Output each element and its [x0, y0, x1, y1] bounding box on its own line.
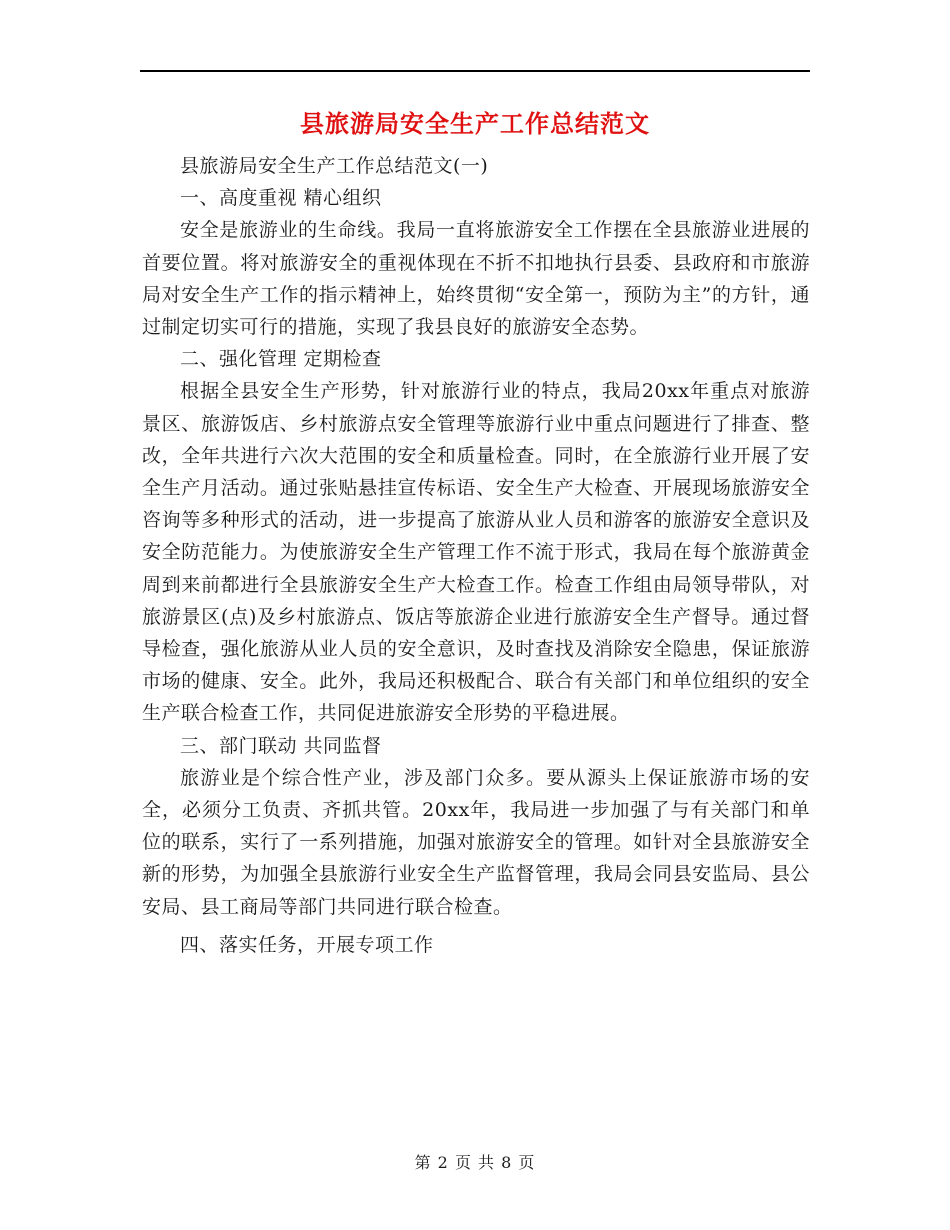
section-heading-3: 三、部门联动 共同监督 — [180, 734, 382, 757]
paragraph-1: 安全是旅游业的生命线。我局一直将旅游安全工作摆在全县旅游业进展的首要位置。将对旅游安全的重视体现在不折不扣地执行县委、县政府和市旅游局对安全生产工作的指示精神上，始终贯彻“安全第一，预防为主”的方针，通过制定切实可行的措施，实现了我县良好的旅游安全态势。 — [142, 219, 810, 339]
paragraph-2: 根据全县安全生产形势，针对旅游行业的特点，我局20xx年重点对旅游景区、旅游饭店、乡村旅游点安全管理等旅游行业中重点问题进行了排查、整改，全年共进行六次大范围的安全和质量检查。同时，在全旅游行业开展了安全生产月活动。通过张贴悬挂宣传标语、安全生产大检查、开展现场旅游安全咨询等多种形式的活动，进一步提高了旅游从业人员和游客的旅游安全意识及安全防范能力。为使旅游安全生产管理工作不流于形式，我局在每个旅游黄金周到来前都进行全县旅游安全生产大检查工作。检查工作组由局领导带队，对旅游景区(点)及乡村旅游点、饭店等旅游企业进行旅游安全生产督导。通过督导检查，强化旅游从业人员的安全意识，及时查找及消除安全隐患，保证旅游市场的健康、安全。此外，我局还积极配合、联合有关部门和单位组织的安全生产联合检查工作，共同促进旅游安全形势的平稳进展。 — [142, 380, 810, 725]
document-body — [142, 150, 810, 961]
paragraph-3: 旅游业是个综合性产业，涉及部门众多。要从源头上保证旅游市场的安全，必须分工负责、齐抓共管。20xx年，我局进一步加强了与有关部门和单位的联系，实行了一系列措施，加强对旅游安全的管理。如针对全县旅游安全新的形势，为加强全县旅游行业安全生产监督管理，我局会同县安监局、县公安局、县工商局等部门共同进行联合检查。 — [142, 766, 810, 918]
header-rule — [140, 70, 810, 72]
document-title: 县旅游局安全生产工作总结范文 — [300, 109, 650, 138]
page-footer: 第 2 页 共 8 页 — [414, 1153, 536, 1172]
section-heading-1: 一、高度重视 精心组织 — [180, 187, 382, 210]
document-subtitle: 县旅游局安全生产工作总结范文(一) — [180, 155, 489, 177]
section-heading-2: 二、强化管理 定期检查 — [180, 348, 382, 371]
section-heading-4: 四、落实任务，开展专项工作 — [180, 933, 434, 956]
